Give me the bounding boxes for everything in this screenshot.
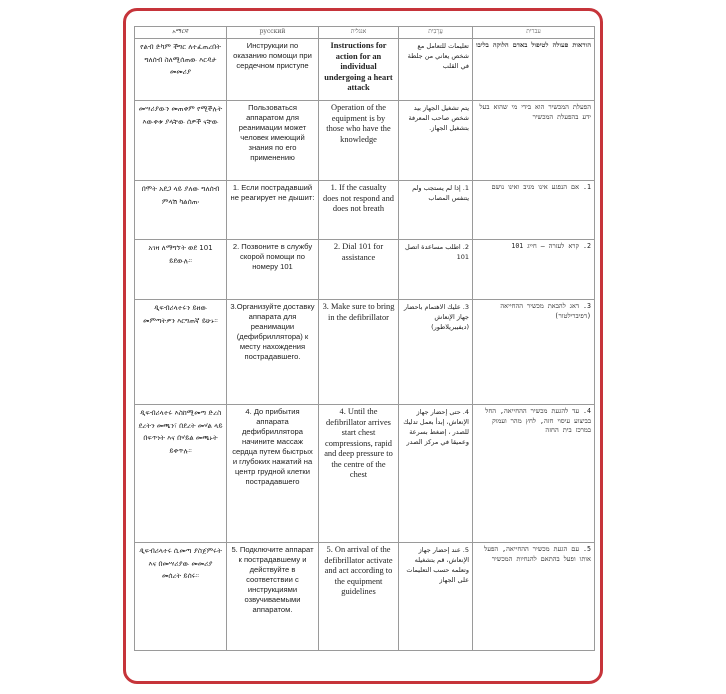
- cell-arabic: يتم تشغيل الجهاز بيد شخص صاحب المعرفة بتشغيل الجهاز.: [399, 101, 473, 181]
- table-row-step-3: [135, 300, 595, 405]
- table-row-step-4: [135, 405, 595, 543]
- cell-hebrew: הפעלת המכשיר הוא בידי מי שהוא בעל ידע בהפעלת המכשיר: [473, 101, 595, 181]
- cell-arabic: 3. عليك الاهتمام باحضار جهاز الإنعاش (ديفيبريلاطور): [399, 300, 473, 405]
- cell-russian: 2. Позвоните в службу скорой помощи по номеру 101: [227, 240, 319, 300]
- header-russian: русский: [227, 27, 319, 39]
- cell-english: Operation of the equipment is by those who have the knowledge: [319, 101, 399, 181]
- cell-arabic: 4. حتى إحضار جهاز الإنعاش، إبدأ بعمل تدليك للصدر ، إضغط بسرعة وعميقا في مركز الصدر: [399, 405, 473, 543]
- cell-russian: 4. До прибытия аппарата дефибриллятора начините массаж сердца путем быстрых и глубоких нажатий на центр грудной клетки пострадавшего: [227, 405, 319, 543]
- cell-arabic: تعليمات للتعامل مع شخص يعاني من جلطة في القلب: [399, 39, 473, 101]
- header-row: [135, 27, 595, 39]
- table-row-operation: [135, 101, 595, 181]
- cell-arabic: 1. إذا لم يستجب ولم يتنفس المصاب: [399, 181, 473, 240]
- cell-amharic: የልብ ድካም ችግር ለተፈጠረበት ግለሰብ ስለሚሰጠው እርዳታ መመሪያ: [135, 39, 227, 101]
- cell-amharic: መሣሪያውን መጠቀም የሚችሉት እውቀቱ ያላቸው ሰዎች ናቸው: [135, 101, 227, 181]
- instruction-table: [134, 26, 595, 651]
- instruction-sign: [123, 8, 603, 684]
- cell-english: 2. Dial 101 for assistance: [319, 240, 399, 300]
- cell-russian: Инструкции по оказанию помощи при сердечном приступе: [227, 39, 319, 101]
- cell-english: 1. If the casualty does not respond and does not breath: [319, 181, 399, 240]
- cell-arabic: 2. اطلب مساعدة اتصل 101: [399, 240, 473, 300]
- header-english: אנגלית: [319, 27, 399, 39]
- cell-hebrew: 1. אם הנפגע אינו מגיב ואינו נושם: [473, 181, 595, 240]
- cell-amharic: አገዛ ለማግኘት ወደ 101 ይደውሉ።: [135, 240, 227, 300]
- cell-english: Instructions for action for an individual undergoing a heart attack: [319, 39, 399, 101]
- cell-amharic: ዲፍብሪላተሩን ይዘው መምጣትዎን እርግጠኛ ይሁኑ።: [135, 300, 227, 405]
- table-row-step-5: [135, 543, 595, 651]
- cell-english: 5. On arrival of the defibrillator activate and act according to the equipment guidelines: [319, 543, 399, 651]
- cell-russian: Пользоваться аппаратом для реанимации может человек имеющий знания по его применению: [227, 101, 319, 181]
- header-amharic: አማርኛ: [135, 27, 227, 39]
- header-hebrew: עברית: [473, 27, 595, 39]
- cell-russian: 5. Подключите аппарат к пострадавшему и действуйте в соответствии с инструкциями озвучиваемыми аппаратом.: [227, 543, 319, 651]
- cell-amharic: ዲፍብሪላተሩ እስከሚመጣ ድረስ ደረትን መጫን፣ በደረት መሃል ላይ በፍጥነት እና በሃይል መጫኑት ይቀጥሉ።: [135, 405, 227, 543]
- cell-hebrew: 2. קרא לעזרה – חייג 101: [473, 240, 595, 300]
- cell-russian: 1. Если пострадавший не реагирует не дышит:: [227, 181, 319, 240]
- cell-hebrew: 4. עד להגעת מכשיר ההחייאה, החל בביצוע עיסוי חזה, לחץ מהר ועמוק במרכז בית החזה: [473, 405, 595, 543]
- cell-hebrew: 5. עם הגעת מכשיר ההחייאה, הפעל אותו ופעל בהתאם להנחיות המכשיר: [473, 543, 595, 651]
- cell-english: 3. Make sure to bring in the defibrillator: [319, 300, 399, 405]
- cell-amharic: በሞት አደጋ ላይ ያለው ግለሰብ ምላሽ ካልሰጠ፡: [135, 181, 227, 240]
- table-row-step-1: [135, 181, 595, 240]
- cell-hebrew: 3. דאג להבאת מכשיר ההחייאה (דפיברילטור): [473, 300, 595, 405]
- header-arabic: עֲרָבִית: [399, 27, 473, 39]
- cell-english: 4. Until the defibrillator arrives start chest compressions, rapid and deep pressure to the centre of the chest: [319, 405, 399, 543]
- table-row-title: [135, 39, 595, 101]
- cell-arabic: 5. عند إحضار جهاز الإنعاش، قم بتشغيله وتعلمه حسب التعليمات على الجهاز: [399, 543, 473, 651]
- cell-amharic: ዲፍብሪላተሩ ሲመጣ ያስጀምሩት እና በመሣሪያው መመሪያ መሰረት ይሰሩ።: [135, 543, 227, 651]
- cell-russian: 3.Организуйте доставку аппарата для реанимации (дефибриллятора) к месту нахождения пострадавшего.: [227, 300, 319, 405]
- table-row-step-2: [135, 240, 595, 300]
- cell-hebrew: הוראות פעולה לטיפול באדם הלוקה בליבו: [473, 39, 595, 101]
